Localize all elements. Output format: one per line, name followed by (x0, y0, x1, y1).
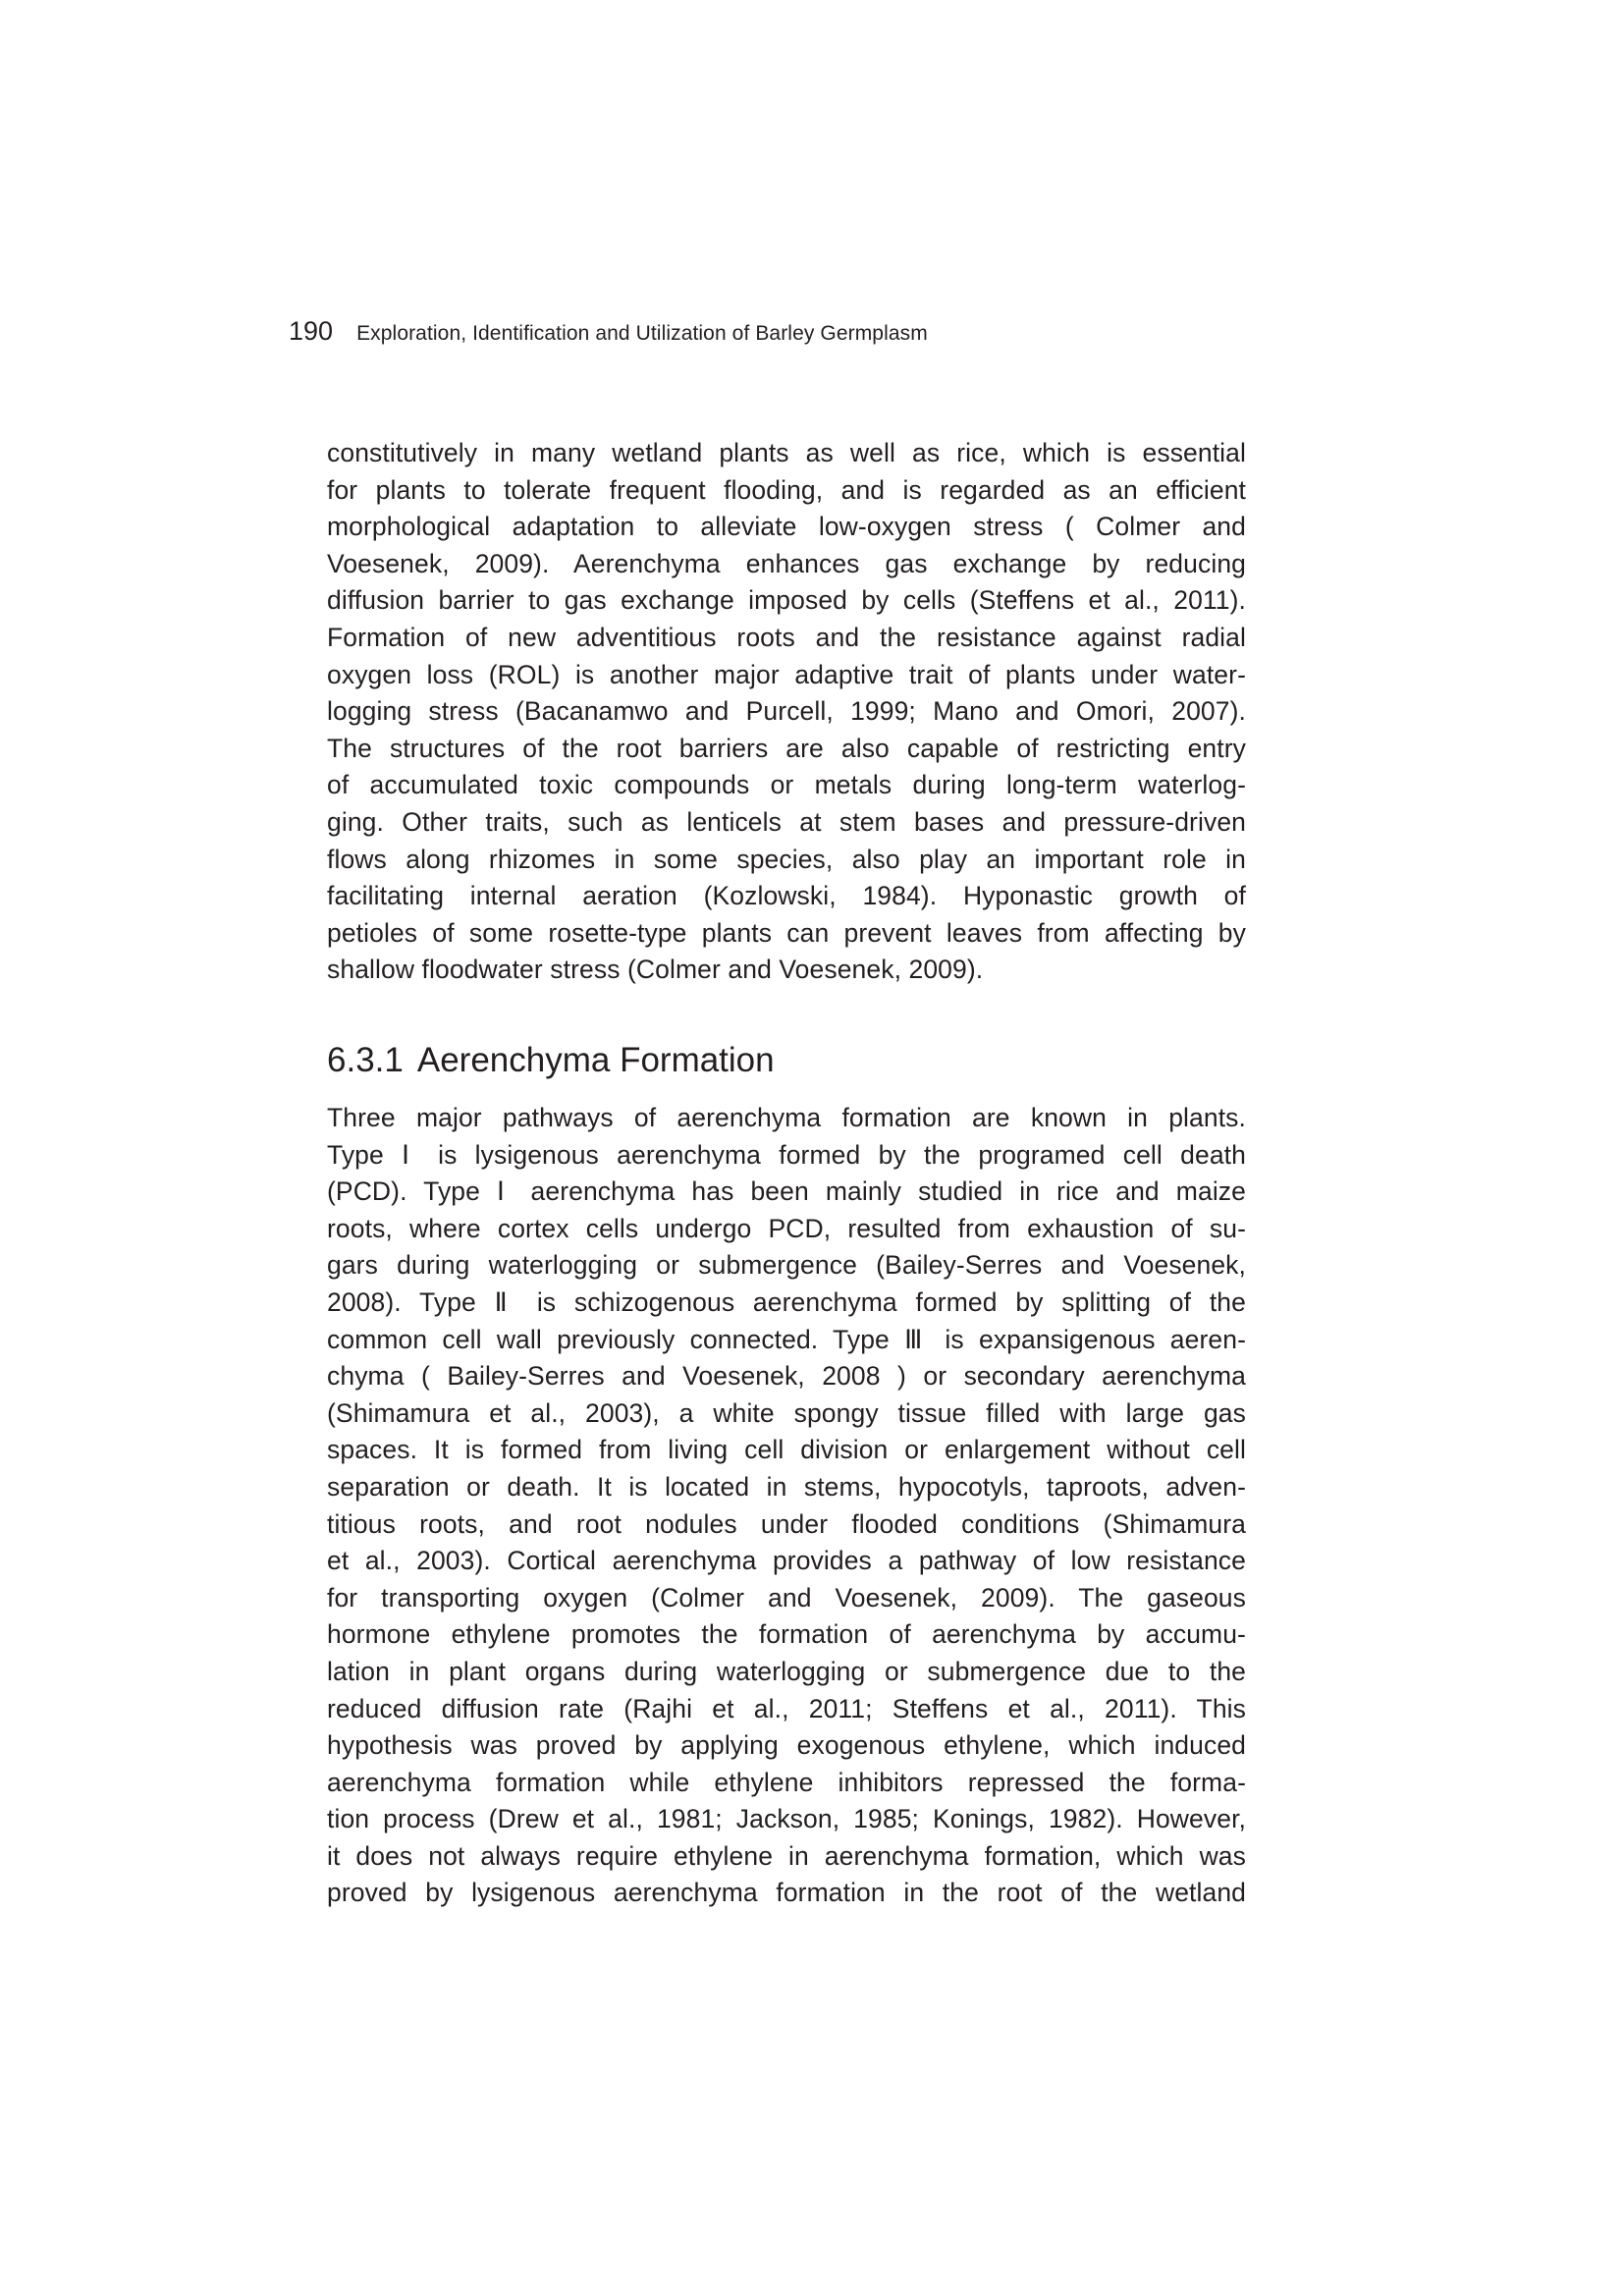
text-line: 2008). Type Ⅱ is schizogenous aerenchyma formed by splitting of the (327, 1286, 1246, 1317)
text-line: constitutively in many wetland plants as well as rice, which is essential (327, 438, 1246, 467)
text-line: (Shimamura et al., 2003), a white spongy tissue filled with large gas (327, 1397, 1246, 1428)
running-title: Exploration, Identification and Utilization of Barley Germplasm (356, 322, 928, 345)
text-line: titious roots, and root nodules under flooded conditions (Shimamura (327, 1508, 1246, 1539)
text-line: logging stress (Bacanamwo and Purcell, 1999; Mano and Omori, 2007). (327, 696, 1246, 727)
paragraph-waterlogging-adaptations (327, 435, 1246, 989)
text-line: chyma ( Bailey-Serres and Voesenek, 2008 ) or secondary aerenchyma (327, 1361, 1246, 1392)
text-line: spaces. It is formed from living cell division or enlargement without cell (327, 1435, 1246, 1465)
text-line: lation in plant organs during waterlogging or submergence due to the (327, 1656, 1246, 1686)
text-line: reduced diffusion rate (Rajhi et al., 2011; Steffens et al., 2011). This (327, 1693, 1246, 1723)
text-line: morphological adaptation to alleviate low-oxygen stress ( Colmer and (327, 512, 1246, 542)
text-line: facilitating internal aeration (Kozlowski, 1984). Hyponastic growth of (327, 881, 1246, 911)
text-line: ging. Other traits, such as lenticels at stem bases and pressure-driven (327, 806, 1246, 837)
text-line: shallow floodwater stress (Colmer and Voesenek, 2009). (327, 955, 984, 985)
text-line: proved by lysigenous aerenchyma formation in the root of the wetland (327, 1878, 1246, 1908)
text-line: it does not always require ethylene in aerenchyma formation, which was (327, 1840, 1246, 1871)
text-line: Voesenek, 2009). Aerenchyma enhances gas exchange by reducing (327, 548, 1246, 578)
text-line: aerenchyma formation while ethylene inhibitors repressed the forma- (327, 1767, 1246, 1797)
text-line: (PCD). Type Ⅰ aerenchyma has been mainly studied in rice and maize (327, 1176, 1246, 1207)
text-line: Type Ⅰ is lysigenous aerenchyma formed by the programed cell death (327, 1139, 1246, 1170)
text-line: flows along rhizomes in some species, also play an important role in (327, 844, 1246, 874)
text-line: tion process (Drew et al., 1981; Jackson, 1985; Konings, 1982). However, (327, 1804, 1246, 1834)
text-line: The structures of the root barriers are also capable of restricting entry (327, 733, 1246, 763)
text-line: separation or death. It is located in stems, hypocotyls, taproots, adven- (327, 1471, 1246, 1502)
text-line: for transporting oxygen (Colmer and Voesenek, 2009). The gaseous (327, 1582, 1246, 1613)
text-line: et al., 2003). Cortical aerenchyma provides a pathway of low resistance (327, 1546, 1246, 1576)
running-header (289, 316, 928, 347)
text-line: common cell wall previously connected. Type Ⅲ is expansigenous aeren- (327, 1324, 1246, 1354)
section-number: 6.3.1 (327, 1041, 404, 1079)
text-line: roots, where cortex cells undergo PCD, resulted from exhaustion of su- (327, 1213, 1246, 1243)
paragraph-aerenchyma-formation (327, 1100, 1246, 1912)
text-line: Formation of new adventitious roots and the resistance against radial (327, 622, 1246, 652)
text-line: oxygen loss (ROL) is another major adaptive trait of plants under water- (327, 659, 1246, 689)
text-line: Three major pathways of aerenchyma formation are known in plants. (327, 1103, 1246, 1132)
text-line: gars during waterlogging or submergence (Bailey-Serres and Voesenek, (327, 1250, 1246, 1281)
page-number: 190 (289, 316, 334, 346)
section-title: Aerenchyma Formation (416, 1041, 775, 1079)
text-line: hormone ethylene promotes the formation of aerenchyma by accumu- (327, 1619, 1246, 1650)
text-line: hypothesis was proved by applying exogenous ethylene, which induced (327, 1730, 1246, 1761)
text-line: for plants to tolerate frequent flooding, and is regarded as an efficient (327, 474, 1246, 505)
section-heading (327, 1041, 775, 1080)
text-line: diffusion barrier to gas exchange imposed by cells (Steffens et al., 2011). (327, 585, 1246, 616)
text-line: petioles of some rosette-type plants can prevent leaves from affecting by (327, 917, 1246, 948)
text-line: of accumulated toxic compounds or metals during long-term waterlog- (327, 770, 1246, 800)
